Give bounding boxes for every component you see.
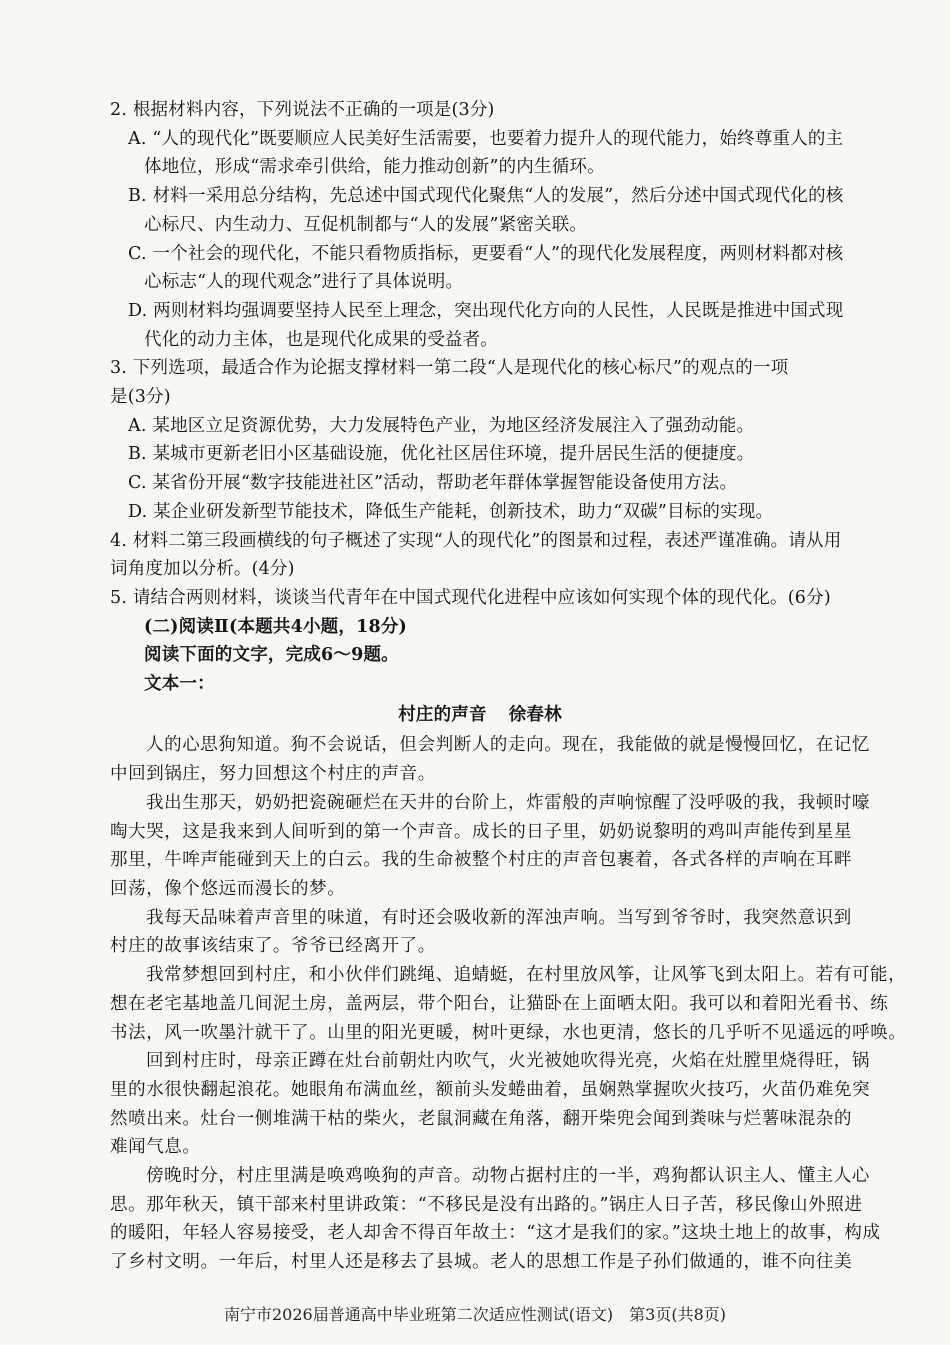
article-title: 村庄的声音 — [398, 704, 487, 725]
paragraph-3-line: 村庄的故事该结束了。爷爷已经离开了。 — [110, 936, 436, 957]
option-b: B. 某城市更新老旧小区基础设施，优化社区居住环境，提升居民生活的便捷度。 — [128, 444, 755, 465]
paragraph-6-line: 思。那年秋天，镇干部来村里讲政策：“不移民是没有出路的。”锅庄人日子苦，移民像山外照进 — [110, 1194, 863, 1215]
question-stem-continued: 是(3分) — [110, 387, 171, 408]
option-d: D. 两则材料均强调要坚持人民至上理念，突出现代化方向的人民性，人民既是推进中国式现 — [128, 300, 844, 321]
paragraph-5-line: 难闻气息。 — [110, 1137, 201, 1158]
question-stem: 3. 下列选项，最适合作为论据支撑材料一第二段“人是现代化的核心标尺”的观点的一项 — [110, 358, 789, 379]
paragraph-6-line: 了乡村文明。一年后，村里人还是移去了县城。老人的思想工作是子孙们做通的，谁不向往美 — [110, 1252, 853, 1273]
article-body — [110, 731, 907, 1276]
paragraph-4-line: 书法，风一吹墨汁就干了。山里的阳光更暖，树叶更绿，水也更清，悠长的几乎听不见遥远的呼唤。 — [110, 1022, 907, 1043]
paragraph-2-line: 那里，牛哞声能碰到天上的白云。我的生命被整个村庄的声音包裹着，各式各样的声响在耳畔 — [110, 850, 853, 871]
paragraph-5: 回到村庄时，母亲正蹲在灶台前朝灶内吹气，火光被她吹得光亮，火焰在灶膛里烧得旺，锅 — [146, 1051, 870, 1072]
section-heading: (二)阅读Ⅱ(本题共4小题，18分) — [144, 616, 407, 637]
paragraph-4-line: 想在老宅基地盖几间泥土房，盖两层，带个阳台，让猫卧在上面晒太阳。我可以和着阳光看书、练 — [110, 993, 889, 1014]
question-stem: 4. 材料二第三段画横线的句子概述了实现“人的现代化”的图景和过程，表述严谨准确。请从用 — [110, 530, 842, 551]
question-5 — [110, 584, 850, 613]
paragraph-3: 我每天品味着声音里的味道，有时还会吸收新的浑浊声响。当写到爷爷时，我突然意识到 — [146, 907, 852, 928]
paragraph-1: 人的心思狗知道。狗不会说话，但会判断人的走向。现在，我能做的就是慢慢回忆，在记忆 — [146, 735, 870, 756]
option-c: C. 一个社会的现代化，不能只看物质指标，更要看“人”的现代化发展程度，两则材料都对核 — [128, 243, 844, 264]
paragraph-1-line: 中回到锅庄，努力回想这个村庄的声音。 — [110, 764, 436, 785]
option-c: C. 某省份开展“数字技能进社区”活动，帮助老年群体掌握智能设备使用方法。 — [128, 473, 738, 494]
option-a: A. 某地区立足资源优势，大力发展特色产业，为地区经济发展注入了强劲动能。 — [128, 415, 755, 436]
option-d-continued: 代化的动力主体，也是现代化成果的受益者。 — [144, 329, 498, 350]
page-footer: 南宁市2026届普通高中毕业班第二次适应性测试(语文) 第3页(共8页) — [223, 1305, 727, 1324]
paragraph-6-line: 的暖阳，年轻人容易接受，老人却舍不得百年故土：“这才是我们的家。”这块土地上的故事，构成 — [110, 1223, 881, 1244]
question-2 — [110, 96, 850, 354]
paragraph-5-line: 然喷出来。灶台一侧堆满干枯的柴火，老鼠洞藏在角落，翻开柴兜会闻到粪味与烂薯味混杂的 — [110, 1108, 853, 1129]
option-b-continued: 心标尺、内生动力、互促机制都与“人的发展”紧密关联。 — [144, 214, 588, 235]
article-title-row — [110, 701, 850, 730]
paragraph-2-line: 回荡，像个悠远而漫长的梦。 — [110, 878, 346, 899]
question-4 — [110, 527, 850, 584]
text-label: 文本一： — [144, 674, 215, 695]
option-d: D. 某企业研发新型节能技术，降低生产能耗，创新技术，助力“双碳”目标的实现。 — [128, 501, 774, 522]
section-instruction: 阅读下面的文字，完成6～9题。 — [144, 645, 399, 666]
question-stem-continued: 词角度加以分析。(4分) — [110, 559, 295, 580]
question-3 — [110, 354, 850, 526]
paragraph-5-line: 里的水很快翻起浪花。她眼角布满血丝，额前头发蜷曲着，虽娴熟掌握吹火技巧，火苗仍难免突 — [110, 1079, 871, 1100]
paragraph-2-line: 啕大哭，这是我来到人间听到的第一个声音。成长的日子里，奶奶说黎明的鸡叫声能传到星星 — [110, 821, 853, 842]
paragraph-6: 傍晚时分，村庄里满是唤鸡唤狗的声音。动物占据村庄的一半，鸡狗都认识主人、懂主人心 — [146, 1166, 870, 1187]
option-c-continued: 心标志“人的现代观念”进行了具体说明。 — [144, 272, 464, 293]
option-a: A. “人的现代化”既要顺应人民美好生活需要，也要着力提升人的现代能力，始终尊重人的主 — [128, 128, 844, 149]
paragraph-4: 我常梦想回到村庄，和小伙伴们跳绳、追蜻蜓，在村里放风筝，让风筝飞到太阳上。若有可能， — [146, 965, 907, 986]
option-b: B. 材料一采用总分结构，先总述中国式现代化聚焦“人的发展”，然后分述中国式现代化的核 — [128, 186, 844, 207]
paragraph-2: 我出生那天，奶奶把瓷碗砸烂在天井的台阶上，炸雷般的声响惊醒了没呼吸的我，我顿时嚎 — [146, 792, 870, 813]
article-author: 徐春林 — [508, 704, 562, 725]
question-stem: 2. 根据材料内容，下列说法不正确的一项是(3分) — [110, 100, 495, 120]
reading-section — [110, 613, 850, 699]
question-stem: 5. 请结合两则材料，谈谈当代青年在中国式现代化进程中应该如何实现个体的现代化。(6分) — [110, 587, 831, 608]
option-a-continued: 体地位，形成“需求牵引供给，能力推动创新”的内生循环。 — [144, 157, 605, 178]
